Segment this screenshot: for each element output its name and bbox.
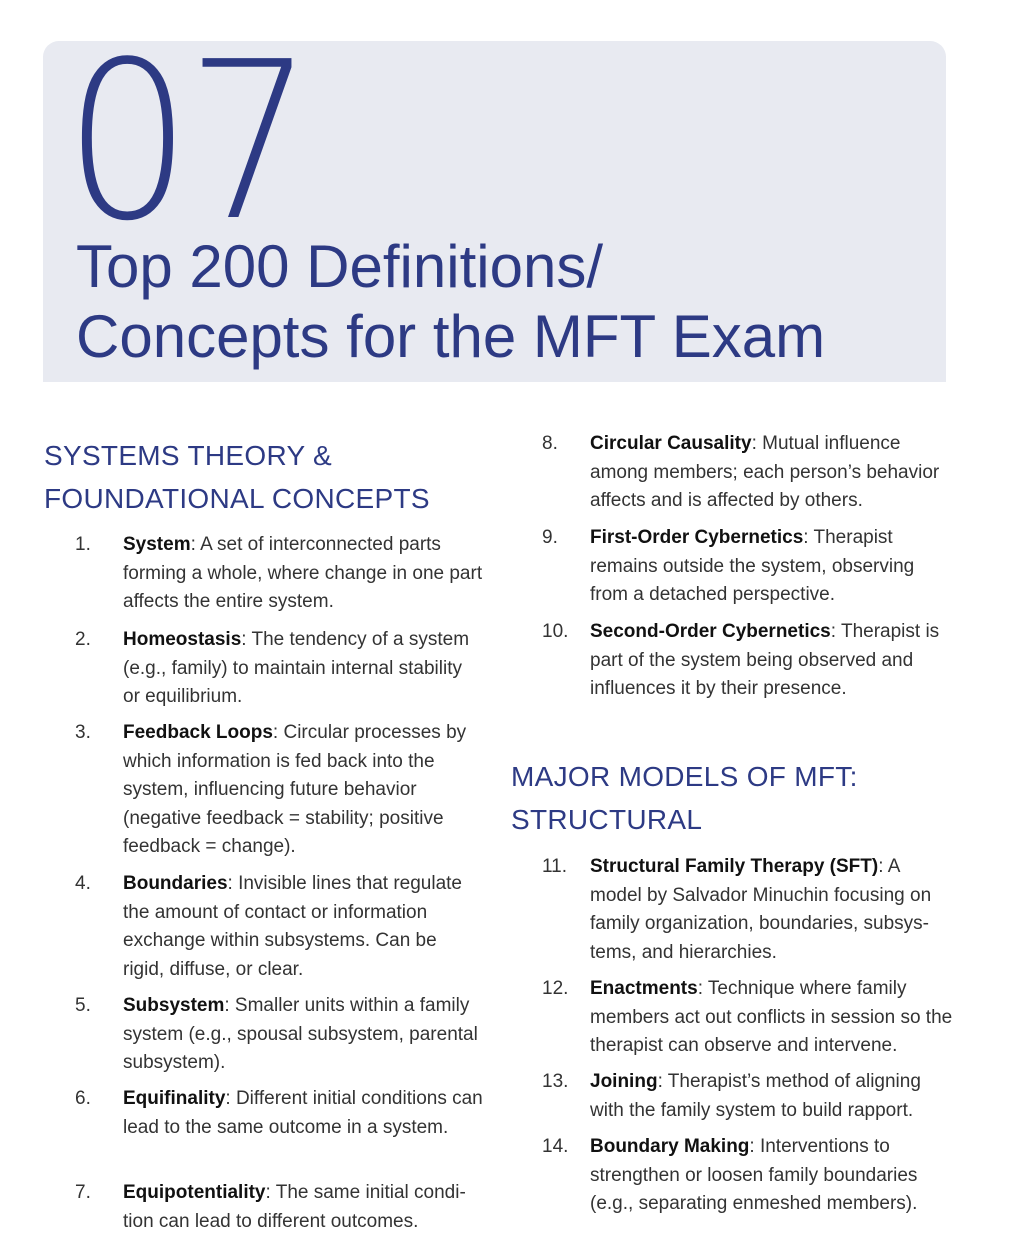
- definition-number: 12.: [542, 978, 569, 999]
- definition-number: 5.: [75, 995, 91, 1016]
- definition-term: Circular Causality: [590, 433, 752, 454]
- definition-body: [590, 524, 950, 610]
- definition-number: 7.: [75, 1182, 91, 1203]
- definition-term: First-Order Cybernetics: [590, 527, 804, 548]
- chapter-title-line-1: Top 200 Definitions/: [76, 233, 603, 300]
- chapter-title: [76, 232, 825, 372]
- section-heading-systems-theory: [44, 434, 430, 520]
- definition-body: [123, 1179, 483, 1236]
- definition-text: : The same initial condi-tion can lead to different outcomes.: [123, 1182, 466, 1232]
- definition-term: Equipotentiality: [123, 1182, 266, 1203]
- section-heading-line-2: STRUCTURAL: [511, 804, 703, 835]
- definition-term: Equifinality: [123, 1088, 226, 1109]
- definition-number: 4.: [75, 873, 91, 894]
- definition-body: [123, 531, 483, 617]
- definition-term: Joining: [590, 1071, 658, 1092]
- definition-text: : Interventions to strengthen or loosen family boundaries (e.g., separating enmeshed members).: [590, 1136, 918, 1214]
- chapter-number: 07: [64, 16, 309, 269]
- definition-text: : A set of interconnected parts forming a whole, where change in one part affects the entire system.: [123, 534, 483, 612]
- definition-body: [123, 1085, 483, 1142]
- definition-number: 3.: [75, 722, 91, 743]
- definition-term: Feedback Loops: [123, 722, 273, 743]
- definition-number: 9.: [542, 527, 558, 548]
- definition-body: [590, 853, 955, 967]
- definition-text: : Different initial conditions can lead to the same outcome in a system.: [123, 1088, 483, 1138]
- definition-body: [123, 992, 483, 1078]
- section-heading-line-2: FOUNDATIONAL CONCEPTS: [44, 483, 430, 514]
- definition-text: : Therapist’s method of aligning with the family system to build rapport.: [590, 1071, 921, 1121]
- definition-number: 6.: [75, 1088, 91, 1109]
- definition-body: [590, 430, 950, 516]
- definition-text: : Invisible lines that regulate the amount of contact or information exchange within subsystems. Can be rigid, diffuse, or clear.: [123, 873, 462, 980]
- definition-body: [590, 975, 955, 1061]
- definition-term: Structural Family Therapy (SFT): [590, 856, 879, 877]
- definition-body: [123, 870, 483, 984]
- definition-number: 8.: [542, 433, 558, 454]
- definition-text: : Mutual influence among members; each person’s behavior affects and is affected by others.: [590, 433, 940, 511]
- definition-term: System: [123, 534, 191, 555]
- definition-text: : Therapist remains outside the system, observing from a detached perspective.: [590, 527, 915, 605]
- definition-term: Boundary Making: [590, 1136, 750, 1157]
- definition-text: : Smaller units within a family system (e.g., spousal subsystem, parental subsystem).: [123, 995, 478, 1073]
- definition-text: : A model by Salvador Minuchin focusing on family organization, boundaries, subsys-tems, and hierarchies.: [590, 856, 932, 963]
- definition-number: 1.: [75, 534, 91, 555]
- section-heading-line-1: SYSTEMS THEORY &: [44, 440, 332, 471]
- definition-term: Enactments: [590, 978, 698, 999]
- definition-body: [123, 626, 483, 712]
- section-heading-line-1: MAJOR MODELS OF MFT:: [511, 761, 858, 792]
- definition-text: : Therapist is part of the system being observed and influences it by their presence.: [590, 621, 940, 699]
- definition-text: : The tendency of a system (e.g., family) to maintain internal stability or equilibrium.: [123, 629, 470, 707]
- definition-number: 14.: [542, 1136, 569, 1157]
- chapter-title-line-2: Concepts for the MFT Exam: [76, 303, 826, 370]
- definition-term: Homeostasis: [123, 629, 242, 650]
- definition-body: [590, 618, 950, 704]
- definition-term: Second-Order Cybernetics: [590, 621, 831, 642]
- definition-body: [123, 719, 483, 862]
- definition-number: 13.: [542, 1071, 569, 1092]
- definition-number: 10.: [542, 621, 569, 642]
- definition-text: : Circular processes by which information is fed back into the system, influencing future behavior (negative feedback = stability; positive feedback = change).: [123, 722, 467, 857]
- definition-term: Boundaries: [123, 873, 228, 894]
- definition-number: 11.: [542, 856, 568, 877]
- section-heading-structural: [511, 755, 858, 841]
- definition-body: [590, 1068, 955, 1125]
- definition-text: : Technique where family members act out conflicts in session so the therapist can observe and intervene.: [590, 978, 953, 1056]
- definition-number: 2.: [75, 629, 91, 650]
- definition-term: Subsystem: [123, 995, 225, 1016]
- definition-body: [590, 1133, 955, 1219]
